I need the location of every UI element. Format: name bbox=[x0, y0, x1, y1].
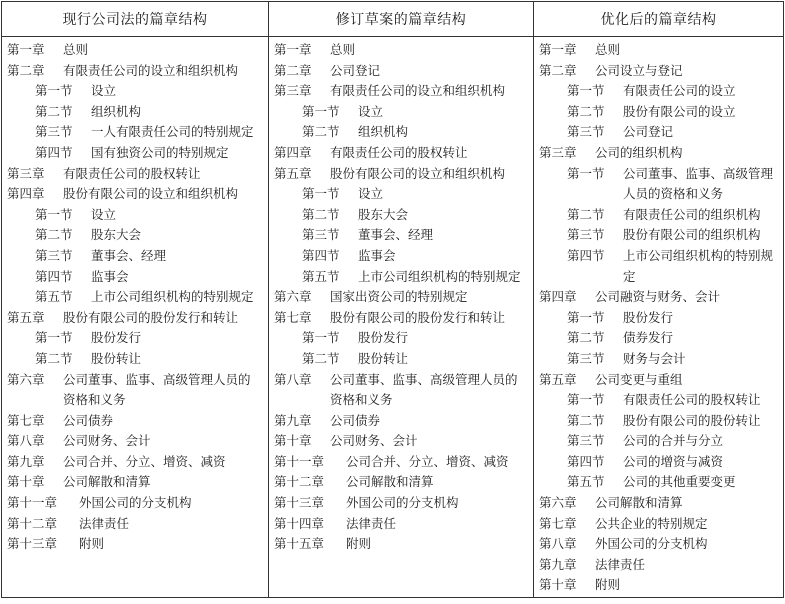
chapter-entry bbox=[269, 534, 533, 555]
chapter-entry bbox=[2, 411, 268, 432]
section-title: 股份发行 bbox=[358, 330, 409, 346]
section-entry bbox=[534, 472, 783, 493]
chapter-title: 附则 bbox=[346, 536, 372, 552]
chapter-title: 公司董事、监事、高级管理人员的资格和义务 bbox=[330, 371, 518, 408]
chapter-entry bbox=[269, 514, 533, 535]
chapter-title: 公司债券 bbox=[63, 412, 114, 428]
chapter-title: 法律责任 bbox=[79, 515, 130, 531]
section-entry bbox=[269, 328, 533, 349]
chapter-entry bbox=[269, 370, 533, 411]
section-title: 组织机构 bbox=[91, 103, 142, 119]
section-number: 第二节 bbox=[302, 206, 340, 222]
section-number: 第二节 bbox=[567, 412, 605, 428]
chapter-title: 公司变更与重组 bbox=[595, 371, 683, 387]
chapter-title: 股份有限公司的设立和组织机构 bbox=[63, 186, 239, 202]
chapter-number: 第十五章 bbox=[274, 536, 325, 552]
section-title: 一人有限责任公司的特别规定 bbox=[91, 124, 254, 140]
section-number: 第一节 bbox=[567, 309, 605, 325]
section-entry bbox=[269, 225, 533, 246]
chapter-number: 第一章 bbox=[539, 42, 577, 57]
chapter-entry bbox=[534, 287, 783, 308]
chapter-title: 公司融资与财务、会计 bbox=[595, 289, 721, 305]
chapter-entry bbox=[269, 431, 533, 452]
section-title: 股东大会 bbox=[358, 206, 409, 222]
chapter-title: 公司合并、分立、增资、减资 bbox=[63, 453, 226, 469]
section-title: 财务与会计 bbox=[623, 350, 686, 366]
section-entry bbox=[534, 81, 783, 102]
chapter-title: 公司解散和清算 bbox=[346, 474, 434, 490]
section-entry bbox=[269, 122, 533, 143]
section-number: 第一节 bbox=[567, 83, 605, 99]
section-entry bbox=[2, 349, 268, 370]
chapter-entry bbox=[2, 431, 268, 452]
section-title: 公司的增资与减资 bbox=[623, 453, 724, 469]
section-title: 股份有限公司的组织机构 bbox=[623, 227, 761, 243]
section-entry bbox=[534, 452, 783, 473]
chapter-number: 第九章 bbox=[539, 556, 577, 572]
chapter-title: 公司解散和清算 bbox=[595, 495, 683, 511]
chapter-entry bbox=[2, 514, 268, 535]
chapter-entry bbox=[534, 534, 783, 555]
chapter-entry bbox=[269, 493, 533, 514]
section-entry bbox=[534, 102, 783, 123]
section-number: 第三节 bbox=[567, 433, 605, 449]
chapter-number: 第一章 bbox=[7, 42, 45, 57]
chapter-number: 第八章 bbox=[539, 536, 577, 552]
section-entry bbox=[2, 81, 268, 102]
section-number: 第三节 bbox=[567, 350, 605, 366]
chapter-number: 第四章 bbox=[274, 144, 312, 160]
chapter-number: 第十三章 bbox=[274, 495, 325, 511]
section-number: 第二节 bbox=[302, 124, 340, 140]
chapter-entry bbox=[2, 472, 268, 493]
section-entry bbox=[269, 349, 533, 370]
chapter-entry bbox=[534, 61, 783, 82]
chapter-entry bbox=[534, 514, 783, 535]
chapter-entry bbox=[2, 184, 268, 205]
section-number: 第一节 bbox=[35, 330, 73, 346]
column-draft-revision bbox=[268, 2, 533, 597]
chapter-number: 第七章 bbox=[274, 309, 312, 325]
section-entry bbox=[2, 328, 268, 349]
section-entry bbox=[534, 122, 783, 143]
chapter-number: 第七章 bbox=[7, 412, 45, 428]
chapter-title: 公司董事、监事、高级管理人员的资格和义务 bbox=[63, 371, 251, 408]
chapter-entry bbox=[269, 472, 533, 493]
chapter-title: 附则 bbox=[595, 577, 621, 593]
column-optimized bbox=[533, 2, 783, 597]
section-entry bbox=[2, 225, 268, 246]
section-number: 第二节 bbox=[567, 330, 605, 346]
section-title: 设立 bbox=[91, 83, 117, 99]
chapter-entry bbox=[534, 493, 783, 514]
chapter-entry bbox=[269, 40, 533, 61]
section-number: 第四节 bbox=[35, 268, 73, 284]
chapter-number: 第二章 bbox=[7, 62, 45, 78]
chapter-number: 第十三章 bbox=[7, 536, 58, 552]
section-number: 第三节 bbox=[35, 124, 73, 140]
section-number: 第五节 bbox=[302, 268, 340, 284]
section-number: 第二节 bbox=[35, 103, 73, 119]
section-title: 设立 bbox=[91, 206, 117, 222]
section-entry bbox=[269, 205, 533, 226]
section-entry bbox=[2, 122, 268, 143]
section-title: 董事会、经理 bbox=[358, 227, 434, 243]
chapter-number: 第三章 bbox=[539, 144, 577, 160]
chapter-entry bbox=[269, 61, 533, 82]
chapter-number: 第十二章 bbox=[274, 474, 325, 490]
section-number: 第四节 bbox=[35, 144, 73, 160]
chapter-title: 公司财务、会计 bbox=[330, 433, 418, 449]
section-entry bbox=[534, 328, 783, 349]
chapter-title: 有限责任公司的股权转让 bbox=[330, 144, 468, 160]
section-title: 上市公司组织机构的特别规定 bbox=[91, 289, 254, 305]
section-number: 第一节 bbox=[302, 186, 340, 202]
chapter-number: 第二章 bbox=[539, 62, 577, 78]
section-number: 第三节 bbox=[35, 247, 73, 263]
section-number: 第三节 bbox=[567, 227, 605, 243]
chapter-number: 第十章 bbox=[7, 474, 45, 490]
section-title: 组织机构 bbox=[358, 124, 409, 140]
section-entry bbox=[269, 246, 533, 267]
section-number: 第四节 bbox=[567, 453, 605, 469]
section-number: 第一节 bbox=[567, 392, 605, 408]
column-current-law bbox=[2, 2, 268, 597]
section-title: 监事会 bbox=[91, 268, 129, 284]
chapter-title: 公司设立与登记 bbox=[595, 62, 683, 78]
section-title: 上市公司组织机构的特别规定 bbox=[623, 247, 774, 284]
section-number: 第四节 bbox=[302, 247, 340, 263]
section-number: 第一节 bbox=[567, 165, 605, 181]
chapter-number: 第五章 bbox=[7, 309, 45, 325]
chapter-entry bbox=[534, 555, 783, 576]
chapter-entry bbox=[269, 452, 533, 473]
chapter-entry bbox=[2, 164, 268, 185]
chapter-entry bbox=[269, 143, 533, 164]
chapter-number: 第二章 bbox=[274, 62, 312, 78]
section-title: 债券发行 bbox=[623, 330, 674, 346]
chapter-title: 外国公司的分支机构 bbox=[346, 495, 459, 511]
section-title: 公司登记 bbox=[623, 124, 674, 140]
section-title: 有限责任公司的设立 bbox=[623, 83, 736, 99]
section-title: 股份转让 bbox=[358, 350, 409, 366]
chapter-entry bbox=[2, 370, 268, 411]
section-entry bbox=[2, 246, 268, 267]
chapter-title: 总则 bbox=[595, 42, 621, 57]
column-header: 现行公司法的篇章结构 bbox=[2, 2, 268, 37]
chapter-entry bbox=[2, 61, 268, 82]
section-entry bbox=[2, 205, 268, 226]
chapter-number: 第十一章 bbox=[274, 453, 325, 469]
chapter-number: 第六章 bbox=[274, 289, 312, 305]
section-title: 监事会 bbox=[358, 247, 396, 263]
section-title: 公司董事、监事、高级管理人员的资格和义务 bbox=[623, 165, 774, 202]
chapter-number: 第十四章 bbox=[274, 515, 325, 531]
entry-list bbox=[269, 37, 533, 555]
chapter-title: 股份有限公司的设立和组织机构 bbox=[330, 165, 506, 181]
section-number: 第三节 bbox=[302, 227, 340, 243]
section-entry bbox=[534, 225, 783, 246]
section-number: 第一节 bbox=[302, 103, 340, 119]
chapter-entry bbox=[2, 493, 268, 514]
section-number: 第一节 bbox=[35, 206, 73, 222]
chapter-title: 有限责任公司的股权转让 bbox=[63, 165, 201, 181]
chapter-number: 第四章 bbox=[539, 289, 577, 305]
section-entry bbox=[534, 349, 783, 370]
chapter-number: 第八章 bbox=[274, 371, 312, 387]
chapter-entry bbox=[2, 452, 268, 473]
section-entry bbox=[534, 164, 783, 205]
chapter-number: 第六章 bbox=[539, 495, 577, 511]
section-number: 第二节 bbox=[567, 103, 605, 119]
chapter-entry bbox=[269, 81, 533, 102]
chapter-entry bbox=[534, 143, 783, 164]
chapter-title: 附则 bbox=[79, 536, 105, 552]
chapter-title: 公司登记 bbox=[330, 62, 381, 78]
entry-list bbox=[534, 37, 783, 596]
chapter-number: 第十一章 bbox=[7, 495, 58, 511]
chapter-number: 第十章 bbox=[539, 577, 577, 593]
section-number: 第四节 bbox=[567, 247, 605, 263]
chapter-title: 公司解散和清算 bbox=[63, 474, 151, 490]
chapter-title: 外国公司的分支机构 bbox=[595, 536, 708, 552]
chapter-entry bbox=[2, 308, 268, 329]
section-title: 公司的其他重要变更 bbox=[623, 474, 736, 490]
chapter-title: 外国公司的分支机构 bbox=[79, 495, 192, 511]
section-number: 第五节 bbox=[567, 474, 605, 490]
chapter-number: 第五章 bbox=[274, 165, 312, 181]
section-title: 股份发行 bbox=[623, 309, 674, 325]
chapter-title: 公司合并、分立、增资、减资 bbox=[346, 453, 509, 469]
section-entry bbox=[2, 287, 268, 308]
chapter-title: 法律责任 bbox=[595, 556, 646, 572]
section-entry bbox=[269, 267, 533, 288]
section-entry bbox=[269, 184, 533, 205]
section-title: 股份有限公司的设立 bbox=[623, 103, 736, 119]
chapter-entry bbox=[2, 534, 268, 555]
section-title: 设立 bbox=[358, 186, 384, 202]
chapter-entry bbox=[269, 308, 533, 329]
chapter-number: 第十二章 bbox=[7, 515, 58, 531]
chapter-entry bbox=[269, 287, 533, 308]
chapter-title: 国家出资公司的特别规定 bbox=[330, 289, 468, 305]
chapter-number: 第十章 bbox=[274, 433, 312, 449]
section-number: 第五节 bbox=[35, 289, 73, 305]
section-number: 第一节 bbox=[35, 83, 73, 99]
chapter-number: 第八章 bbox=[7, 433, 45, 449]
chapter-title: 股份有限公司的股份发行和转让 bbox=[63, 309, 239, 325]
entry-list bbox=[2, 37, 268, 555]
section-entry bbox=[2, 143, 268, 164]
section-entry bbox=[534, 205, 783, 226]
section-number: 第二节 bbox=[302, 350, 340, 366]
section-entry bbox=[2, 102, 268, 123]
section-entry bbox=[534, 308, 783, 329]
section-title: 股份有限公司的股份转让 bbox=[623, 412, 761, 428]
section-title: 股份发行 bbox=[91, 330, 142, 346]
section-title: 有限责任公司的股权转让 bbox=[623, 392, 761, 408]
section-title: 股东大会 bbox=[91, 227, 142, 243]
section-title: 上市公司组织机构的特别规定 bbox=[358, 268, 521, 284]
chapter-number: 第三章 bbox=[7, 165, 45, 181]
chapter-title: 公司的组织机构 bbox=[595, 144, 683, 160]
chapter-title: 股份有限公司的股份发行和转让 bbox=[330, 309, 506, 325]
chapter-number: 第五章 bbox=[539, 371, 577, 387]
section-entry bbox=[534, 246, 783, 287]
chapter-number: 第四章 bbox=[7, 186, 45, 202]
chapter-number: 第七章 bbox=[539, 515, 577, 531]
section-title: 公司的合并与分立 bbox=[623, 433, 724, 449]
column-header: 优化后的篇章结构 bbox=[534, 2, 783, 37]
section-title: 董事会、经理 bbox=[91, 247, 167, 263]
chapter-title: 总则 bbox=[63, 42, 89, 57]
section-number: 第二节 bbox=[567, 206, 605, 222]
chapter-entry bbox=[534, 575, 783, 596]
chapter-number: 第一章 bbox=[274, 42, 312, 57]
chapter-number: 第九章 bbox=[274, 412, 312, 428]
chapter-title: 公共企业的特别规定 bbox=[595, 515, 708, 531]
section-number: 第二节 bbox=[35, 227, 73, 243]
section-entry bbox=[534, 431, 783, 452]
chapter-entry bbox=[269, 411, 533, 432]
section-entry bbox=[2, 267, 268, 288]
chapter-title: 公司债券 bbox=[330, 412, 381, 428]
column-header: 修订草案的篇章结构 bbox=[269, 2, 533, 37]
section-title: 设立 bbox=[358, 103, 384, 119]
section-title: 有限责任公司的组织机构 bbox=[623, 206, 761, 222]
chapter-title: 总则 bbox=[330, 42, 356, 57]
section-title: 国有独资公司的特别规定 bbox=[91, 144, 229, 160]
chapter-number: 第六章 bbox=[7, 371, 45, 387]
section-number: 第三节 bbox=[567, 124, 605, 140]
section-number: 第一节 bbox=[302, 330, 340, 346]
chapter-number: 第三章 bbox=[274, 83, 312, 99]
section-entry bbox=[534, 411, 783, 432]
chapter-title: 公司财务、会计 bbox=[63, 433, 151, 449]
chapter-entry bbox=[269, 164, 533, 185]
chapter-title: 有限责任公司的设立和组织机构 bbox=[63, 62, 239, 78]
comparison-table bbox=[1, 1, 784, 598]
chapter-entry bbox=[534, 370, 783, 391]
section-entry bbox=[534, 390, 783, 411]
chapter-title: 法律责任 bbox=[346, 515, 397, 531]
section-title: 股份转让 bbox=[91, 350, 142, 366]
section-entry bbox=[269, 102, 533, 123]
chapter-entry bbox=[2, 40, 268, 61]
section-number: 第二节 bbox=[35, 350, 73, 366]
chapter-number: 第九章 bbox=[7, 453, 45, 469]
chapter-entry bbox=[534, 40, 783, 61]
chapter-title: 有限责任公司的设立和组织机构 bbox=[330, 83, 506, 99]
